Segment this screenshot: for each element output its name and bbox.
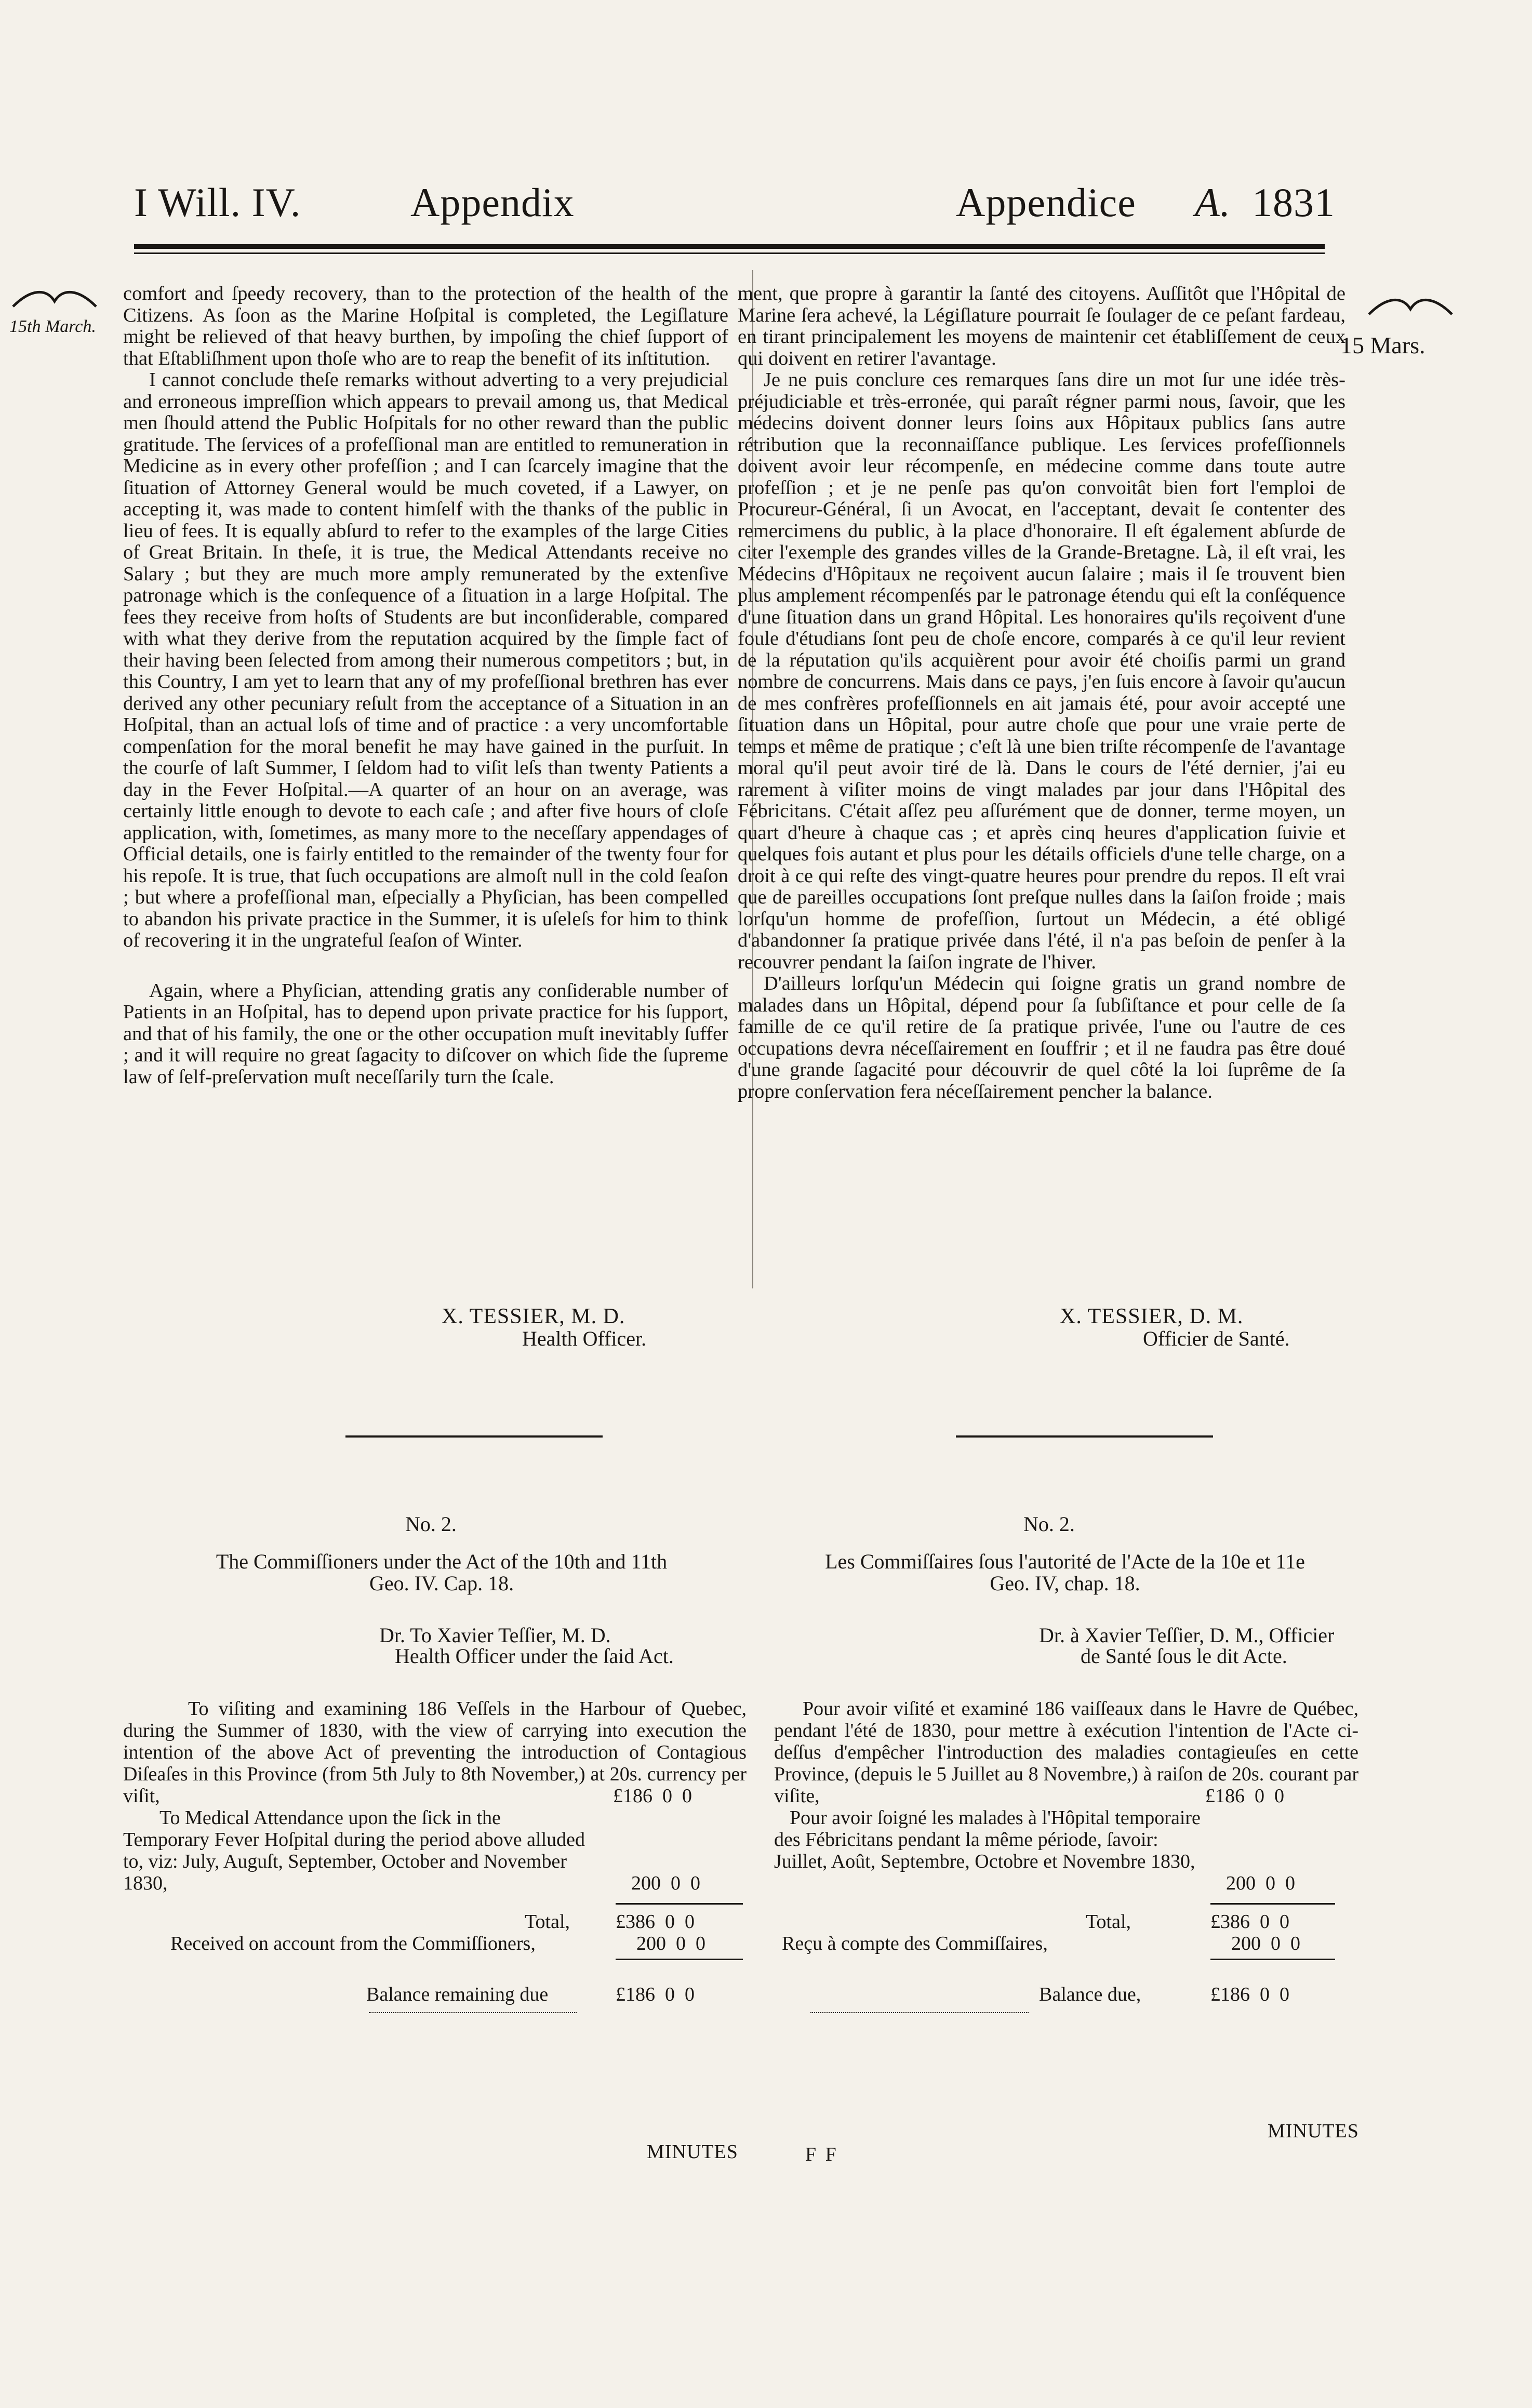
french-item-2-amount: 200 0 0 — [1226, 1872, 1295, 1894]
appendix-letter: A. — [1195, 180, 1231, 225]
french-creditor-line1: Dr. à Xavier Teſſier, D. M., Officier — [1039, 1624, 1335, 1647]
english-heading-line1: The Commiſſioners under the Act of the 10th and 11th — [216, 1550, 668, 1573]
french-paragraph-3: D'ailleurs lorſqu'un Médecin qui ſoigne gratis un grand nombre de malades dans un Hôpital, dépend pour ſa ſubſiſtance et pour celle de ſa famille de ce qu'il retire de ſa pratique privée, l'une ou l'autre de ces occupations devra néceſſairement en ſouffrir ; et il ne faudra pas être doué d'une grande ſagacité pour découvrir de quel côté la loi ſuprême de ſa propre conſervation fera néceſſairement pencher la balance. — [738, 973, 1346, 1102]
english-paragraph-2: I cannot conclude theſe remarks without adverting to a very prejudicial and erroneous impreſſion which appears to prevail among us, that Medical men ſhould attend the Public Hoſpitals for no other reward than the public gratitude. The ſervices of a profeſſional man are entitled to remuneration in Medicine as in every other profeſſion ; and I can ſcarcely imagine that the ſituation of Attorney General would be much coveted, if a Lawyer, on accepting it, was made to content himſelf with the thanks of the public in lieu of fees. It is equally abſurd to refer to the examples of the large Cities of Great Britain. In theſe, it is true, the Medical Attendants receive no Salary ; but they are much more amply remunerated by the extenſive patronage which is the conſequence of a ſituation in a large Hoſpital. The fees they receive from hoſts of Students are but inconſiderable, compared with what they derive from the reputation acquired by the ſimple fact of their having been ſelected from among their numerous competitors ; but, in this Country, I am yet to learn that any of my profeſſional brethren has ever derived any other pecuniary reſult from the acceptance of a Situation in an Hoſpital, than an actual loſs of time and of practice : a very uncomfortable compenſation for the moral benefit he may have gained in the purſuit. In the courſe of laſt Summer, I ſeldom had to viſit leſs than twenty Patients a day in the Fever Hoſpital.—A quarter of an hour on an average, was certainly little enough to devote to each caſe ; and after five hours of cloſe application, with, ſometimes, as many more to the neceſſary appendages of Official details, one is fairly entitled to the remainder of the twenty four for his repoſe. It is true, that ſuch occupations are almoſt null in the cold ſeaſon ; but where a profeſſional man, eſpecially a Phyſician, has been compelled to abandon his private practice in the Summer, it is uſeleſs for him to think of recovering it in the ungrateful ſeaſon of Winter. — [123, 369, 728, 951]
french-balance-label: Balance due, — [1039, 1984, 1141, 2005]
english-creditor-line2: Health Officer under the ſaid Act. — [395, 1644, 674, 1668]
english-balance-rule — [616, 1959, 743, 1960]
english-paragraph-1: comfort and ſpeedy recovery, than to the protection of the health of the Citizens. As ſoon as the Marine Hoſpital is completed, the Legiſlature might be relieved of that heavy burthen, by impoſing the chief ſupport of that Eſtabliſhment upon thoſe who are to reap the benefit of its inſtitution. — [123, 283, 728, 369]
french-account-number: No. 2. — [1023, 1512, 1075, 1536]
english-total-amount: £386 0 0 — [616, 1911, 695, 1933]
french-heading-line2: Geo. IV, chap. 18. — [990, 1572, 1140, 1595]
french-separator — [956, 1435, 1213, 1438]
english-item-1-amount: £186 0 0 — [613, 1785, 692, 1807]
french-balance-dots — [810, 2012, 1029, 2013]
regnal-year: I Will. IV. — [134, 180, 301, 225]
french-item-2: Pour avoir ſoigné les malades à l'Hôpital temporaire des Fébricitans pendant la même période, ſavoir: Juillet, Août, Septembre, Octobre et Novembre 1830, — [774, 1807, 1201, 1872]
left-margin-flourish — [10, 286, 99, 312]
english-signature-name: X. TESSIER, M. D. — [442, 1305, 625, 1328]
french-paragraph-1: ment, que propre à garantir la ſanté des citoyens. Auſſitôt que l'Hôpital de Marine ſera achevé, la Légiſlature pourrait ſe ſoulager de ce peſant fardeau, en tirant principalement les moyens de maintenir cet établiſſement de ceux qui doivent en retirer l'avantage. — [738, 283, 1346, 369]
header-rule-thick — [134, 244, 1325, 249]
english-account-heading — [140, 1551, 743, 1594]
french-item-1-amount: £186 0 0 — [1205, 1785, 1284, 1807]
year: 1831 — [1252, 180, 1335, 225]
french-received-amount: 200 0 0 — [1231, 1933, 1300, 1954]
english-account-number: No. 2. — [405, 1512, 457, 1536]
english-balance-amount: £186 0 0 — [616, 1984, 695, 2005]
english-balance-label: Balance remaining due — [366, 1984, 549, 2005]
header-rule-thin — [134, 252, 1325, 254]
english-catchword: MINUTES — [647, 2141, 738, 2163]
french-balance-amount: £186 0 0 — [1210, 1984, 1289, 2005]
english-heading-line2: Geo. IV. Cap. 18. — [369, 1572, 514, 1595]
french-heading-line1: Les Commiſſaires ſous l'autorité de l'Acte de la 10e et 11e — [825, 1550, 1305, 1573]
english-received-label: Received on account from the Commiſſioners, — [170, 1933, 536, 1954]
french-total-amount: £386 0 0 — [1210, 1911, 1289, 1933]
french-creditor — [1039, 1625, 1334, 1667]
french-creditor-line2: de Santé ſous le dit Acte. — [1081, 1644, 1287, 1668]
right-margin-flourish — [1366, 294, 1455, 320]
french-body — [738, 283, 1346, 1102]
english-item-2-amount: 200 0 0 — [631, 1872, 700, 1894]
appendix-title-fr: Appendice — [956, 180, 1136, 225]
english-total-rule — [616, 1903, 743, 1905]
english-paragraph-3: Again, where a Phyſician, attending gratis any conſiderable number of Patients in an Hoſpital, has to depend upon private practice for his ſupport, and that of his family, the one or the other occupation muſt inevitably ſuffer ; and it will require no great ſagacity to diſcover on which ſide the ſupreme law of ſelf-preſervation muſt neceſſarily turn the ſcale. — [123, 979, 728, 1088]
english-separator — [345, 1435, 603, 1438]
english-creditor-line1: Dr. To Xavier Teſſier, M. D. — [379, 1624, 611, 1647]
french-total-rule — [1210, 1903, 1335, 1905]
french-paragraph-2: Je ne puis conclure ces remarques ſans dire un mot ſur une idée très-préjudiciable et très-erronée, qui paraît régner parmi nous, ſavoir, que les médecins doivent donner leurs ſoins aux Hôpitaux publics ſans autre rétribution que la reconnaiſſance publique. Les ſervices profeſſionnels doivent avoir leur récompenſe, en médecine comme dans toute autre profeſſion ; et je ne penſe pas qu'on convoitât bien fort l'emploi de Procureur-Général, ſi un Avocat, en l'acceptant, devait ſe contenter des remercimens du public, à la place d'honoraire. Il eſt également abſurde de citer l'exemple des grandes villes de la Grande-Bretagne. Là, il eſt vrai, les Médecins d'Hôpitaux ne reçoivent aucun ſalaire ; mais il ſe trouvent bien plus amplement récompenſés par le patronage étendu qui eſt la conſéquence d'une ſituation dans un grand Hôpital. Les honoraires qu'ils reçoivent d'une foule d'étudians ſont peu de choſe encore, comparés à ce qu'il leur revient de la réputation qu'ils acquièrent pour avoir été choiſis parmi un grand nombre de concurrens. Mais dans ce pays, j'en ſuis encore à ſavoir qu'aucun de mes confrères profeſſionnels en ait jamais été, pour avoir accepté une ſituation dans un Hôpital, pour autre choſe que pour une vraie perte de temps et même de pratique ; c'eſt là une bien triſte récompenſe de l'avantage moral qu'il peut avoir tiré de là. Dans le cours de l'été dernier, j'ai eu rarement à viſiter moins de vingt malades par jour dans l'Hôpital des Fébricitans. C'était aſſez peu aſſurément que de donner, terme moyen, un quart d'heure à chaque cas ; et après cinq heures d'application ſuivie et quelques fois autant et plus pour les détails officiels d'une telle charge, on a droit à ce qui reſte des vingt-quatre heures pour prendre du repos. Il eſt vrai que de pareilles occupations ſont preſque nulles dans la ſaiſon froide ; mais lorſqu'un homme de profeſſion, ſurtout un Médecin, a été obligé d'abandonner ſa pratique privée dans l'été, il n'a pas beſoin de penſer à la recouvrer pendant la ſaiſon ingrate de l'hiver. — [738, 369, 1346, 973]
french-balance-rule — [1210, 1959, 1335, 1960]
french-item-1: Pour avoir viſité et examiné 186 vaiſſeaux dans le Havre de Québec, pendant l'été de 1830, pour mettre à exécution l'intention de l'Acte ci-deſſus d'empêcher l'introduction des maladies contagieuſes en cette Province, (depuis le 5 Juillet au 8 Novembre,) à raiſon de 20s. courant par viſite, — [774, 1698, 1358, 1807]
english-received-amount: 200 0 0 — [636, 1933, 705, 1954]
signature-mark: F F — [805, 2144, 838, 2165]
french-total-label: Total, — [1086, 1911, 1131, 1933]
english-item-2: To Medical Attendance upon the ſick in the Temporary Fever Hoſpital during the period above alluded to, viz: July, Auguſt, September, October and November 1830, — [123, 1807, 585, 1894]
french-signature-title: Officier de Santé. — [1143, 1327, 1290, 1350]
english-creditor — [379, 1625, 674, 1667]
left-margin-date: 15th March. — [9, 317, 96, 336]
english-item-1: To viſiting and examining 186 Veſſels in the Harbour of Quebec, during the Summer of 1830, with the view of carrying into execution the intention of the above Act of preventing the introduction of Contagious Diſeaſes in this Province (from 5th July to 8th November,) at 20s. currency per viſit, — [123, 1698, 747, 1807]
right-margin-date: 15 Mars. — [1340, 332, 1426, 358]
english-total-label: Total, — [525, 1911, 570, 1933]
english-body — [123, 283, 728, 1088]
appendix-title-en: Appendix — [410, 180, 575, 225]
english-balance-dots — [369, 2012, 577, 2013]
english-signature-title: Health Officer. — [522, 1327, 647, 1350]
french-account-heading — [758, 1551, 1371, 1594]
french-signature-name: X. TESSIER, D. M. — [1060, 1305, 1244, 1328]
french-received-label: Reçu à compte des Commiſſaires, — [782, 1933, 1048, 1954]
french-catchword: MINUTES — [1268, 2120, 1359, 2142]
